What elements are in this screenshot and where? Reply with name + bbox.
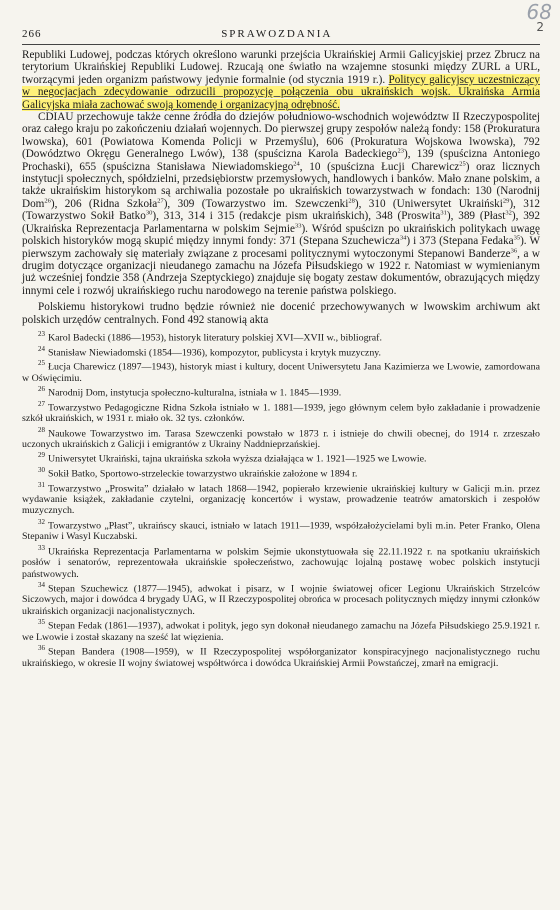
footnote-ref: 33 <box>294 221 302 229</box>
footnote-number: 23 <box>38 329 45 338</box>
paragraph-2-text: ), 389 (Płast <box>446 210 506 223</box>
footnote <box>22 384 540 399</box>
footnote <box>22 643 540 669</box>
paragraph-2-text: CDIAU przechowuje także cenne źródła do dziejów południowo-wschodnich województw II Rzeczypospolitej oraz całego kraju po zakończeniu działań wojennych. Do pierwszej grupy zespołów należą fondy: 158 (Prokuratura lwowska), 601 (Powiatowa Komenda Policji w Przemyślu), 606 (Prokuratura Wojskowa lwowska), 792 (Dowództwo Okręgu Generalnego Lwów), 138 (spuścizna Karola Badeckiego <box>22 111 540 161</box>
paragraph-2-text: ), 392 (Ukraińska Reprezentacja Parlamentarna w polskim Sejmie <box>22 210 540 235</box>
footnote-number: 34 <box>38 580 45 589</box>
footnote-ref: 24 <box>293 159 300 167</box>
paragraph-2-text: , 10 (spuścizna Łucji Charewicz <box>299 160 460 173</box>
footnote-number: 25 <box>38 359 45 368</box>
paragraph-2-text: ). W pierwszym zachowały się materiały związane z procesami politycznymi wytoczonymi Stepanowi Banderze <box>22 235 540 260</box>
footnote-text: Stepan Bandera (1908—1959), w II Rzeczypospolitej współorganizator konspiracyjnego nacjonalistycznego ruchu ukraińskiego, w okresie II wojny światowej współtwórca i dowódca Ukraińskiej Armii Powstańczej, zmarł na emigracji. <box>22 646 540 669</box>
footnote-number: 24 <box>38 344 45 353</box>
footnote-ref: 25 <box>459 159 466 167</box>
footnote <box>22 344 540 359</box>
paragraph-2-text: ), 312 (Towarzystwo Sokił Batko <box>22 197 541 223</box>
paragraph-2 <box>22 111 540 297</box>
highlighted-passage: Politycy galicyjscy uczestniczący w negocjacjach zdecydowanie odrzucili propozycję połączenia obu ukraińskich wojsk. Ukraińska Armia Galicyjska miała zachować swoją komendę i organizacyjną odrębność. <box>22 73 540 111</box>
footnote-text: Naukowe Towarzystwo im. Tarasa Szewczenki powstało w 1873 r. i istnieje do chwili obecnej, do 1914 r. zrzeszało uczonych ukraińskich z Galicji i emigrantów z Ukrainy Naddnieprzańskiej. <box>22 427 540 451</box>
paragraph-1 <box>22 49 540 111</box>
page-number: 266 <box>22 28 42 40</box>
paragraph-1-text: Republiki Ludowej, podczas których określono warunki przejścia Ukraińskiej Armii Galicyjskiej przez Zbrucz na terytorium Ukraińskiej Republiki Ludowej. Rzucają one światło na wzajemne stosunki między ZURL a URL, tworzącymi jeden organizm państwowy jedynie formalnie (od stycznia 1919 r.). <box>22 49 540 86</box>
footnote-text: Karol Badecki (1886—1953), historyk literatury polskiej XVI—XVII w., bibliograf. <box>48 332 382 344</box>
footnote-ref: 31 <box>440 209 447 217</box>
header-rule <box>22 44 540 45</box>
footnote-text: Ukraińska Reprezentacja Parlamentarna w polskim Sejmie ukonstytuowała się 22.11.1922 r. na spotkaniu ukraińskich posłów i senatorów, reprezentowała ukraińskie społeczeństwo, zachowując lojalną postawę wobec polskich instytucji państwowych. <box>22 545 540 580</box>
footnote-text: Uniwersytet Ukraiński, tajna ukraińska szkoła wyższa działająca w 1. 1921—1925 we Lwowie. <box>48 453 427 465</box>
footnote <box>22 465 540 480</box>
footnote-number: 35 <box>38 618 45 627</box>
footnote-ref: 36 <box>510 246 518 254</box>
footnote <box>22 399 540 425</box>
paragraph-2-text: ), 139 (spuścizna Antoniego Prochaski), 655 (spuścizna Stanisława Niewiadomskiego <box>22 148 541 173</box>
footnote <box>22 617 540 643</box>
footnote-number: 26 <box>38 385 45 394</box>
footnote-ref: 30 <box>145 209 153 217</box>
footnote <box>22 329 540 344</box>
footnote-text: Sokił Batko, Sportowo-strzeleckie towarzystwo ukraińskie założone w 1894 r. <box>48 468 358 480</box>
footnote-text: Stanisław Niewiadomski (1854—1936), kompozytor, publicysta i krytyk muzyczny. <box>48 346 382 358</box>
footnote-text: Narodnij Dom, instytucja społeczno-kulturalna, istniała w 1. 1845—1939. <box>48 387 342 399</box>
footnote-text: Stepan Fedak (1861—1937), adwokat i polityk, jego syn dokonał nieudanego zamachu na Józefa Piłsudskiego 25.9.1921 r. we Lwowie i został skazany na sześć lat więzienia. <box>22 620 540 643</box>
footnote-number: 33 <box>38 543 45 552</box>
footnote <box>22 480 540 517</box>
footnote <box>22 358 540 384</box>
footnote-number: 32 <box>38 517 45 526</box>
footnote-text: Łucja Charewicz (1897—1943), historyk miast i kultury, docent Uniwersytetu Jana Kazimierza we Lwowie, zamordowana w Oświęcimiu. <box>22 361 540 384</box>
footnote <box>22 517 540 543</box>
paragraph-2-text: ), 310 (Uniwersytet Ukraiński <box>354 197 503 210</box>
footnote-ref: 34 <box>399 234 407 242</box>
paragraph-2-text: ), 309 (Towarzystwo im. Szewczenki <box>163 197 349 210</box>
footnote-number: 29 <box>38 451 45 460</box>
main-text <box>22 49 540 326</box>
footnote-ref: 27 <box>157 197 164 205</box>
footnote-text: Towarzystwo „Proswita” działało w latach 1868—1942, popierało krzewienie ukraińskiej kultury w Galicji m.in. przez wydawanie książek, zakładanie czytelni, organizację koncertów i wystaw, prowadzenie teatrów amatorskich i zespołów muzycznych. <box>22 482 540 517</box>
handwritten-page-mark: 68 <box>526 0 552 24</box>
paragraph-2-text: , a w drugim dotyczące organizacji nieudanego zamachu na Józefa Piłsudskiego w 1922 r. Natomiast w wymienianym już wcześniej fondzie 358 (Andrzeja Szeptyckiego) znajduje się bogaty zestaw dokumentów, obrazujących między innymi cele i rozwój ukraińskiego ruchu narodowego na terenie państwa polskiego. <box>22 247 541 297</box>
paragraph-2-text: ), 206 (Ridna Szkoła <box>50 197 158 210</box>
page-header <box>22 28 512 40</box>
footnote-number: 28 <box>38 425 45 434</box>
footnote-ref: 35 <box>513 234 521 242</box>
footnotes <box>22 329 540 669</box>
footnote-number: 31 <box>38 480 45 489</box>
footnote-ref: 28 <box>348 197 355 205</box>
footnote-ref: 26 <box>44 197 51 205</box>
footnote-text: Stepan Szuchewicz (1877—1945), adwokat i pisarz, w I wojnie światowej oficer Legionu Ukraińskich Strzelców Siczowych, major i dowódca 4 brygady UAG, w II Rzeczypospolitej obrońca w procesach politycznych między innymi członków ukraińskich organizacji nacjonalistycznych. <box>22 583 540 617</box>
footnote <box>22 580 540 617</box>
footnote-ref: 29 <box>502 197 510 205</box>
corner-mark: 2 <box>536 20 544 34</box>
footnote-text: Towarzystwo „Płast”, ukraińscy skauci, istniało w latach 1911—1939, współzałożycielami byli m.in. Peter Franko, Olena Stepaniw i Wasyl Kuczabski. <box>22 520 540 543</box>
footnote-number: 36 <box>38 643 45 652</box>
footnote-text: Towarzystwo Pedagogiczne Ridna Szkoła istniało w 1. 1881—1939, jego głównym celem było zakładanie i prowadzenie szkół ukraińskich, w 1931 r. miało ok. 32 tys. członków. <box>22 401 540 425</box>
footnote <box>22 425 540 451</box>
footnote <box>22 543 540 580</box>
footnote-number: 30 <box>38 465 45 474</box>
running-title: SPRAWOZDANIA <box>221 28 333 40</box>
footnote-number: 27 <box>38 399 45 408</box>
paragraph-2-text: ) i 373 (Stepana Fedaka <box>406 235 514 248</box>
paragraph-3: Polskiemu historykowi trudno będzie również nie docenić przechowywanych w lwowskim archiwum akt polskich urzędów centralnych. Fond 492 stanowią akta <box>22 301 540 326</box>
footnote-ref: 23 <box>397 147 404 155</box>
paragraph-2-text: ), 313, 314 i 315 (redakcje pism ukraińskich), 348 (Proswita <box>152 210 441 223</box>
footnote <box>22 450 540 465</box>
footnote-ref: 32 <box>505 209 512 217</box>
paragraph-2-text: ) oraz licznych instytucji społecznych, spółdzielni, przedsiębiorstw przemysłowych, handlowych i banków. Mało znane polskim, a także ukraińskim historykom są archiwalia pozostałe po ukraińskich towarzystwach w fondach: 130 (Narodnij Dom <box>22 160 540 210</box>
paragraph-2-text: ). Wśród spuścizn po ukraińskich politykach uwagę polskich historyków mogą skupić między innymi fondy: 371 (Stepana Szuchewicza <box>22 222 540 248</box>
